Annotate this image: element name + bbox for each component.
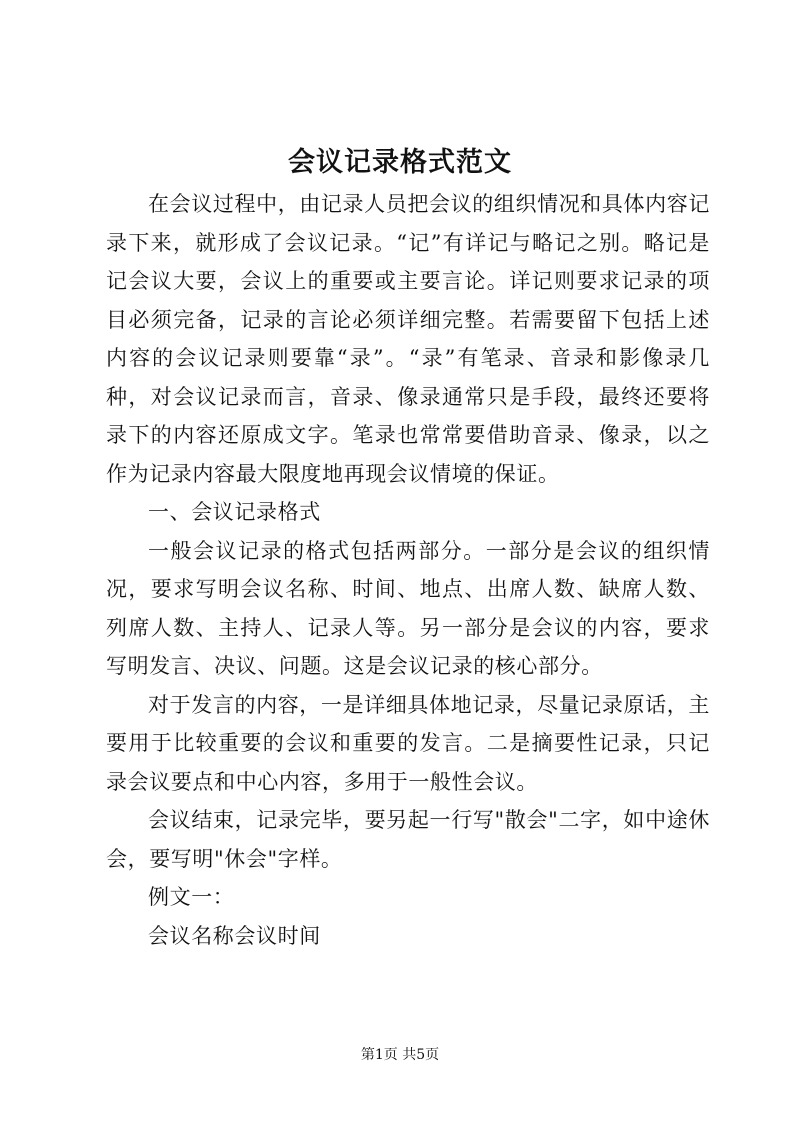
speech-paragraph: 对于发言的内容，一是详细具体地记录，尽量记录原话，主要用于比较重要的会议和重要的发言。二是摘要性记录，只记录会议要点和中心内容，多用于一般性会议。 (106, 692, 710, 794)
page-footer: 第1页 共5页 (360, 1047, 440, 1063)
intro-paragraph: 在会议过程中，由记录人员把会议的组织情况和具体内容记录下来，就形成了会议记录。“记”有详记与略记之别。略记是记会议大要，会议上的重要或主要言论。详记则要求记录的项目必须完备，记录的言论必须详细完整。若需要留下包括上述内容的会议记录则要靠“录”。“录”有笔录、音录和影像录几种，对会议记录而言，音录、像录通常只是手段，最终还要将录下的内容还原成文字。笔录也常常要借助音录、像录，以之作为记录内容最大限度地再现会议情境的保证。 (106, 192, 710, 486)
document-body (106, 185, 710, 955)
section-heading: 一、会议记录格式 (148, 500, 321, 524)
example-line: 会议名称会议时间 (148, 923, 321, 948)
document-title: 会议记录格式范文 (288, 147, 512, 178)
closing-paragraph: 会议结束，记录完毕，要另起一行写"散会"二字，如中途休会，要写明"休会"字样。 (106, 808, 710, 871)
example-heading: 例文一： (148, 885, 235, 909)
format-paragraph: 一般会议记录的格式包括两部分。一部分是会议的组织情况，要求写明会议名称、时间、地点、出席人数、缺席人数、列席人数、主持人、记录人等。另一部分是会议的内容，要求写明发言、决议、问题。这是会议记录的核心部分。 (106, 538, 710, 678)
